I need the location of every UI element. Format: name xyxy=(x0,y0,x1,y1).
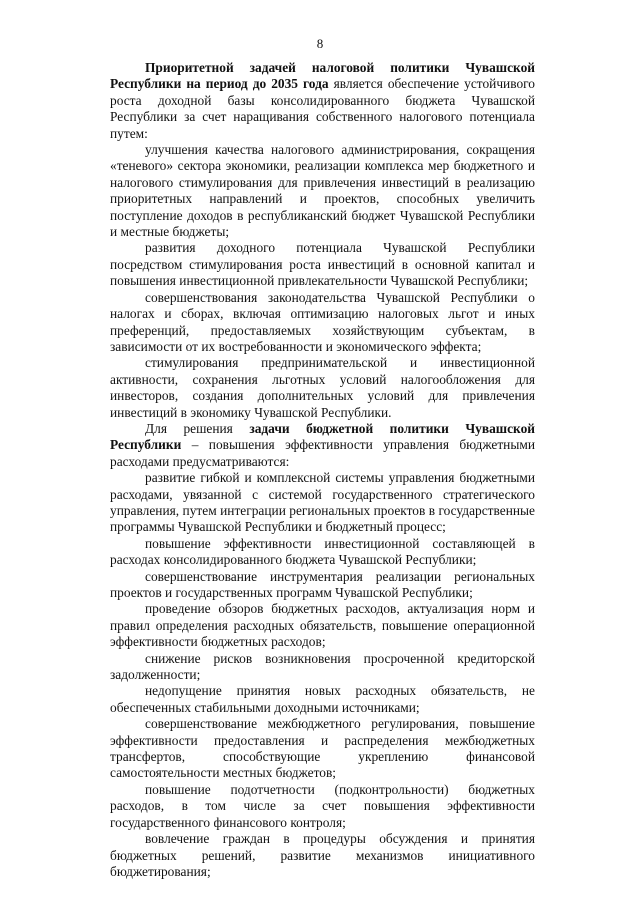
paragraph: повышение подотчетности (подконтрольности) бюджетных расходов, в том числе за счет повышения эффективности государственного финансового контроля; xyxy=(110,781,535,830)
page-number: 8 xyxy=(316,36,324,51)
paragraph-lead-text: Для решения xyxy=(145,420,250,436)
paragraph: совершенствования законодательства Чувашской Республики о налогах и сборах, включая оптимизацию налоговых льгот и иных преференций, предоставляемых хозяйствующим субъектам, в зависимости от их востребованности и экономического эффекта; xyxy=(110,289,535,354)
paragraph: развития доходного потенциала Чувашской Республики посредством стимулирования роста инвестиций в основной капитал и повышения инвестиционной привлекательности Чувашской Республики; xyxy=(110,240,535,289)
paragraph: вовлечение граждан в процедуры обсуждения и принятия бюджетных решений, развитие механизмов инициативного бюджетирования; xyxy=(110,831,535,879)
paragraph-text: является обеспечение устойчивого роста доходной базы консолидированного бюджета Чувашской Республики за счет наращивания собственного налогового потенциала путем: xyxy=(110,76,536,141)
paragraph: недопущение принятия новых расходных обязательств, не обеспеченных стабильными доходными источниками; xyxy=(110,683,535,715)
paragraph-text: – повышения эффективности управления бюджетными расходами предусматриваются: xyxy=(110,437,535,469)
paragraph-tax-policy-priority xyxy=(110,60,535,142)
document-body xyxy=(110,60,535,880)
paragraph: совершенствование межбюджетного регулирования, повышение эффективности предоставления и распределения межбюджетных трансфертов, способствующие укреплению финансовой самостоятельности местных бюджетов; xyxy=(110,716,535,781)
paragraph: стимулирования предпринимательской и инвестиционной активности, сохранения льготных условий налогообложения для инвесторов, создания дополнительных условий для привлечения инвестиций в экономику Чувашской Республики. xyxy=(110,355,535,420)
paragraph: улучшения качества налогового администрирования, сокращения «теневого» сектора экономики, реализации комплекса мер бюджетного и налогового стимулирования для привлечения инвестиций в реализацию приоритетных направлений и проектов, способных увеличить поступление доходов в республиканский бюджет Чувашской Республики и местные бюджеты; xyxy=(110,142,535,240)
bold-heading-tax-policy: Приоритетной задачей налоговой политики Чувашской Республики на период до 2035 года xyxy=(110,60,535,92)
paragraph: развитие гибкой и комплексной системы управления бюджетными расходами, увязанной с системой государственного стратегического управления, путем интеграции региональных проектов в государственные программы Чувашской Республики и бюджетный процесс; xyxy=(110,470,535,535)
bold-heading-budget-policy: задачи бюджетной политики Чувашской Республики xyxy=(110,420,535,453)
paragraph: совершенствование инструментария реализации региональных проектов и государственных программ Чувашской Республики; xyxy=(110,568,535,600)
paragraph: повышение эффективности инвестиционной составляющей в расходах консолидированного бюджета Чувашской Республики; xyxy=(110,535,535,568)
paragraph: снижение рисков возникновения просроченной кредиторской задолженности; xyxy=(110,650,535,683)
paragraph-budget-policy-task xyxy=(110,421,535,470)
paragraph: проведение обзоров бюджетных расходов, актуализация норм и правил определения расходных обязательств, повышение операционной эффективности бюджетных расходов; xyxy=(110,601,535,650)
